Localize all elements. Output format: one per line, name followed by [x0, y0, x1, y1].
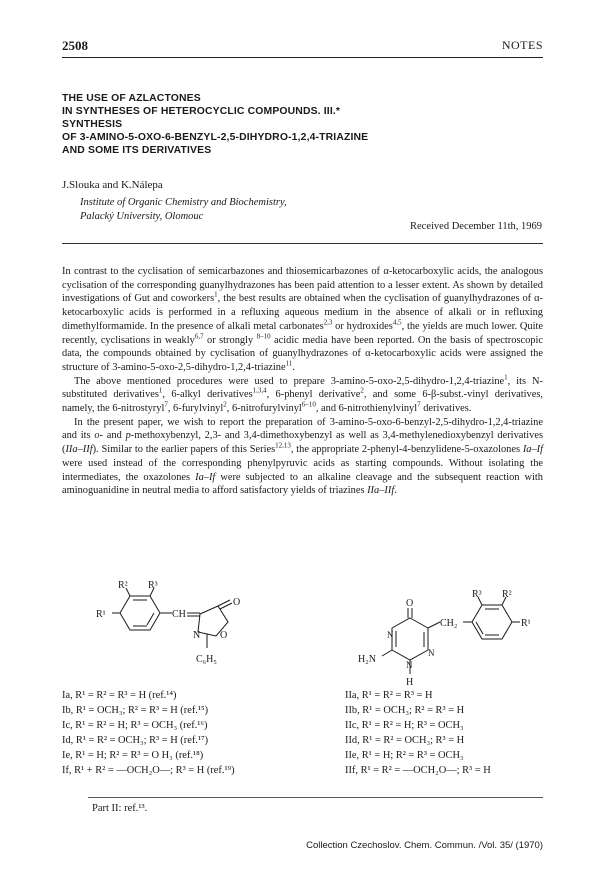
title-line: AND SOME ITS DERIVATIVES: [62, 145, 212, 156]
ring-n1-label: N: [387, 630, 394, 640]
r1-label: R¹: [521, 618, 531, 629]
footnote: Part II: ref.¹³.: [92, 803, 148, 814]
ring-n2-label: N: [428, 648, 435, 658]
triazine-structure: [350, 578, 550, 693]
compound-item: Ic, R¹ = R² = H; R³ = OCH₃ (ref.¹⁶): [62, 720, 208, 731]
authors: J.Slouka and K.Nálepa: [62, 179, 163, 191]
r2-label: R²: [118, 580, 128, 591]
affiliation-line: Institute of Organic Chemistry and Biochemistry,: [80, 197, 287, 208]
journal-footer: Collection Czechoslov. Chem. Commun. /Vol. 35/ (1970): [306, 840, 543, 851]
title-line: THE USE OF AZLACTONES: [62, 93, 201, 104]
header-rule: [62, 57, 543, 58]
r3-label: R³: [148, 580, 158, 591]
r1-label: R¹: [96, 609, 106, 620]
paragraph-2: The above mentioned procedures were used to prepare 3-amino-5-oxo-2,5-dihydro-1,2,4-triazine$^1$, its N-substituted derivatives$^1$, 6-alkyl derivatives$^{1,3,4}$, 6-phenyl derivative$^2$, and some 6-β-subst.-vinyl derivatives, namely, the 6-nitrostyryl$^7$, 6-furylvinyl$^2$, 6-nitrofurylvinyl$^{6-10}$, and 6-nitrothienylvinyl$^7$ derivatives.: [62, 373, 543, 415]
phenyl-label: C₆H₅: [196, 654, 217, 665]
compound-item: IIc, R¹ = R² = H; R³ = OCH₃: [345, 720, 464, 731]
section-rule: [62, 243, 543, 244]
body-text: [62, 265, 543, 498]
compound-item: IIb, R¹ = OCH₃; R² = R³ = H: [345, 705, 465, 716]
compound-item: IIa, R¹ = R² = R³ = H: [345, 690, 433, 701]
article-title: [62, 92, 532, 157]
affiliation: [80, 196, 287, 223]
compound-item: IId, R¹ = R² = OCH₃; R³ = H: [345, 735, 465, 746]
ring-n3-label: N: [406, 660, 413, 670]
compound-list-i: [62, 688, 235, 778]
triazine-o-label: O: [406, 598, 414, 609]
r3-label: R³: [472, 589, 482, 600]
nh-label: H: [406, 677, 414, 688]
compound-item: Id, R¹ = R² = OCH₃; R³ = H (ref.¹⁷): [62, 735, 209, 746]
title-line: IN SYNTHESES OF HETEROCYCLIC COMPOUNDS. III.*: [62, 106, 341, 117]
r2-label: R²: [502, 589, 512, 600]
compound-item: If, R¹ + R² = —OCH₂O—; R³ = H (ref.¹⁹): [62, 765, 235, 776]
compound-item: Ie, R¹ = H; R² = R³ = O H₃ (ref.¹⁸): [62, 750, 204, 761]
affiliation-line: Palacký University, Olomouc: [80, 210, 204, 222]
ring-o-label: O: [220, 630, 228, 641]
paragraph-3: In the present paper, we wish to report the preparation of 3-amino-5-oxo-6-benzyl-2,5-dihydro-1,2,4-triazine and its o- and p-methoxybenzyl, 2,3- and 3,4-dimethoxybenzyl as well as 3,4-methylenedioxybenzyl derivatives (IIa–IIf). Similar to the earlier papers of this Series$^{12,13}$, the appropriate 2-phenyl-4-benzylidene-5-oxazolones Ia–If were used instead of the corresponding phenylpyruvic acids as starting compounds. Without isolating the intermediates, the oxazolones Ia–If were subjected to an alkaline cleavage and the subsequent reaction with aminoguanidine in neutral media to afford satisfactory yields of triazines IIa–IIf.: [62, 416, 544, 497]
amino-label: H₂N: [358, 654, 376, 665]
page-number: 2508: [62, 38, 88, 53]
compound-item: IIf, R¹ = R² = —OCH₂O—; R³ = H: [345, 765, 491, 776]
title-line: OF 3-AMINO-5-OXO-6-BENZYL-2,5-DIHYDRO-1,2,4-TRIAZINE: [62, 132, 369, 143]
ch2-label: CH₂: [440, 618, 458, 629]
compound-item: IIe, R¹ = H; R² = R³ = OCH₃: [345, 750, 464, 761]
oxazolone-structure: [90, 578, 280, 678]
compound-item: Ia, R¹ = R² = R³ = H (ref.¹⁴): [62, 690, 177, 701]
compound-list-ii: [345, 688, 491, 778]
section-label: NOTES: [501, 38, 543, 52]
compound-item: Ib, R¹ = OCH₃; R² = R³ = H (ref.¹⁵): [62, 705, 209, 716]
paragraph-1: In contrast to the cyclisation of semicarbazones and thiosemicarbazones of α-ketocarboxylic acids, the analogous cyclisation of the corresponding guanylhydrazones has been paid attention to a lesser extent. As shown by detailed investigations of Gut and coworkers$^1$, the best results are obtained when the cyclisation of guanylhydrazones of α-ketocarboxylic acids is performed in a refluxing aqueous medium in the absence of alkali or in refluxing dimethylformamide. In the presence of alkali metal carbonates$^{2,3}$ or hydroxides$^{4,5}$, the yields are much lower. Quite recently, cyclisations in weakly$^{6,7}$ or strongly $^{8-10}$ acidic media have been reported. On the basis of spectroscopic data, the compounds obtained by cyclisation of guanylhydrazones of α-ketocarboxylic acids were assigned the structure of 3-amino-5-oxo-2,5-dihydro-1,2,4-triazine$^{11}$.: [62, 266, 544, 373]
footnote-rule: [88, 797, 543, 798]
ring-n-label: N: [193, 630, 201, 641]
received-date: Received December 11th, 1969: [410, 221, 542, 232]
carbonyl-o-label: O: [233, 597, 241, 608]
ch-label: CH: [172, 609, 186, 620]
title-line: SYNTHESIS: [62, 119, 123, 130]
